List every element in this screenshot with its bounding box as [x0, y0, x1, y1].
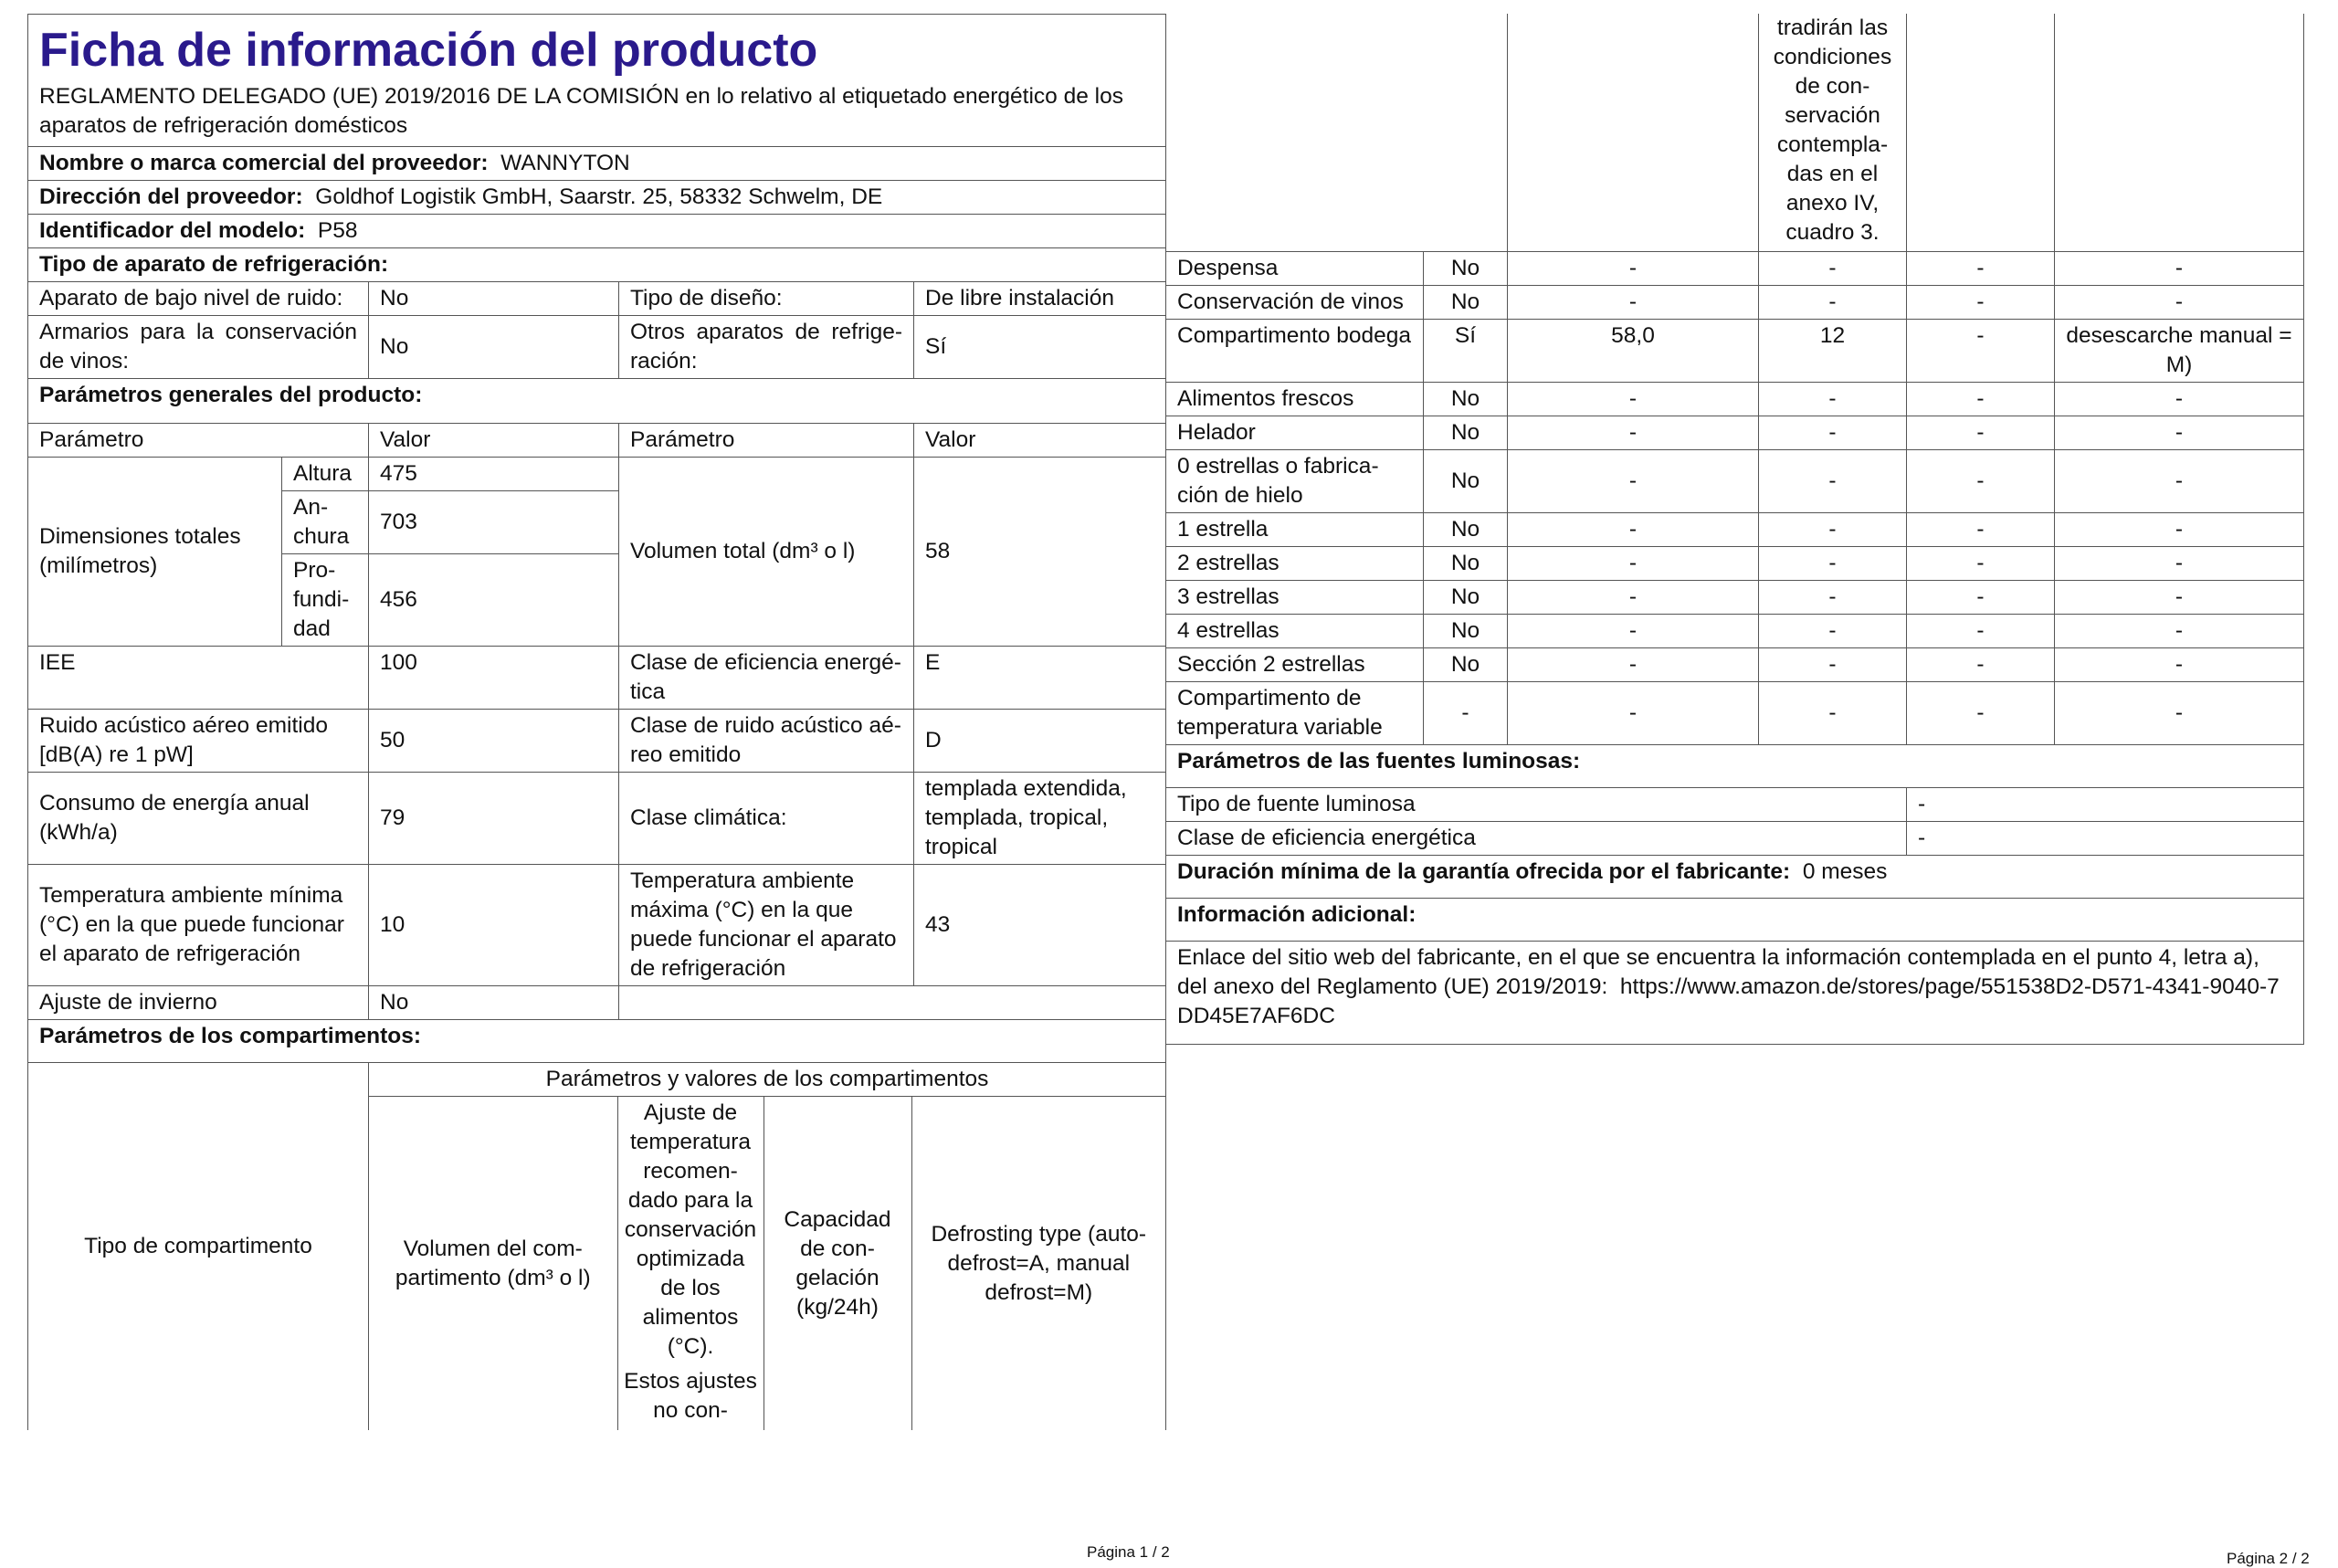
comp-present: No — [1424, 547, 1508, 581]
compartments-table — [1165, 14, 2304, 1045]
comp-defrost: - — [2055, 581, 2304, 615]
compartment-row — [1166, 286, 2304, 320]
comp-defrost: desescarche manual = M) — [2055, 320, 2304, 383]
comp-present: No — [1424, 581, 1508, 615]
comp-freeze: - — [1907, 383, 2055, 416]
comp-name: Compartimento de temperatura variable — [1166, 682, 1424, 745]
col-value-2: Valor — [914, 424, 1166, 458]
winter-value: No — [369, 986, 619, 1020]
empty-cell — [619, 986, 1166, 1020]
winter-label: Ajuste de invierno — [28, 986, 369, 1020]
noise-value: 50 — [369, 710, 619, 773]
comp-freeze: - — [1907, 615, 2055, 648]
comp-name: 1 estrella — [1166, 513, 1424, 547]
volume-value: 58 — [914, 458, 1166, 647]
comp-defrost: - — [2055, 615, 2304, 648]
comp-defrost: - — [2055, 416, 2304, 450]
warranty-row — [1166, 856, 2304, 899]
comp-volume: - — [1508, 252, 1759, 286]
comp-defrost: - — [2055, 648, 2304, 682]
comp-volume: - — [1508, 648, 1759, 682]
energy-label: Consumo de energía anual (kWh/a) — [28, 773, 369, 865]
other-label: Otros aparatos de refrigeración: — [619, 316, 914, 379]
comp-freeze: - — [1907, 286, 2055, 320]
warranty-value: 0 meses — [1802, 859, 1888, 884]
comp-heading: Parámetros de los compartimentos: — [28, 1020, 1166, 1063]
eff-value: E — [914, 647, 1166, 710]
page-title: Ficha de información del producto — [28, 15, 1166, 81]
min-temp-value: 10 — [369, 865, 619, 986]
light-class-label: Clase de eficiencia energética — [1166, 822, 1907, 856]
comp-freeze: - — [1907, 450, 2055, 513]
noise-class-value: D — [914, 710, 1166, 773]
comp-freeze: - — [1907, 252, 2055, 286]
height-value: 475 — [369, 458, 619, 491]
comp-name: Conservación de vinos — [1166, 286, 1424, 320]
info-text: Enlace del sitio web del fabricante, en el que se encuentra la información contemplada en el punto 4, letra a), del anexo del Reglamento (UE) 2019/2019: — [1177, 945, 2259, 999]
comp-temp: - — [1759, 450, 1907, 513]
low-noise-label: Aparato de bajo nivel de ruido: — [28, 282, 369, 316]
noise-class-label: Clase de ruido acústico aéreo emitido — [619, 710, 914, 773]
wine-value: No — [369, 316, 619, 379]
compartment-row — [1166, 615, 2304, 648]
info-row — [1166, 942, 2304, 1045]
comp-volume: - — [1508, 547, 1759, 581]
comp-freeze: - — [1907, 547, 2055, 581]
comp-freeze: - — [1907, 416, 2055, 450]
comp-defrost: - — [2055, 450, 2304, 513]
comp-present: No — [1424, 416, 1508, 450]
comp-temp: - — [1759, 547, 1907, 581]
compartment-row — [1166, 320, 2304, 383]
width-label: Anchura — [282, 491, 369, 554]
cont-empty-4 — [2055, 14, 2304, 252]
light-class-value: - — [1907, 822, 2304, 856]
comp-defrost: - — [2055, 252, 2304, 286]
compartment-row — [1166, 416, 2304, 450]
comp-freeze: - — [1907, 320, 2055, 383]
model-value: P58 — [317, 218, 358, 243]
comp-defrost: - — [2055, 513, 2304, 547]
comp-headers-table — [369, 1097, 1165, 1430]
energy-value: 79 — [369, 773, 619, 865]
comp-present: No — [1424, 450, 1508, 513]
comp-params-header: Parámetros y valores de los compartimentos — [369, 1063, 1166, 1097]
design-label: Tipo de diseño: — [619, 282, 914, 316]
comp-temp: - — [1759, 581, 1907, 615]
page-1-footer: Página 1 / 2 — [1087, 1543, 1170, 1561]
dims-label: Dimensiones totales (milímetros) — [28, 458, 282, 647]
type-heading: Tipo de aparato de refrigeración: — [28, 248, 1166, 282]
page-2 — [1165, 14, 2304, 1045]
comp-temp: - — [1759, 383, 1907, 416]
compartment-row — [1166, 547, 2304, 581]
col-param-1: Parámetro — [28, 424, 369, 458]
comp-freeze: - — [1907, 682, 2055, 745]
comp-temp: - — [1759, 286, 1907, 320]
comp-name: Despensa — [1166, 252, 1424, 286]
compartment-row — [1166, 648, 2304, 682]
noise-label: Ruido acústico aéreo emitido [dB(A) re 1 pW] — [28, 710, 369, 773]
comp-volume: - — [1508, 682, 1759, 745]
comp-name: Sección 2 estrellas — [1166, 648, 1424, 682]
comp-freeze: - — [1907, 581, 2055, 615]
comp-name: 2 estrellas — [1166, 547, 1424, 581]
climate-label: Clase climática: — [619, 773, 914, 865]
comp-present: No — [1424, 513, 1508, 547]
regulation-text: REGLAMENTO DELEGADO (UE) 2019/2016 DE LA COMISIÓN en lo relativo al etiquetado energético de los aparatos de refrigeración domésticos — [28, 80, 1166, 147]
supplier-label: Nombre o marca comercial del proveedor: — [39, 151, 489, 175]
col-value-1: Valor — [369, 424, 619, 458]
compartment-row — [1166, 513, 2304, 547]
comp-temp-header-cell — [617, 1097, 764, 1430]
comp-temp-header-cont: Estos ajustes no con- — [624, 1369, 757, 1423]
comp-volume: - — [1508, 383, 1759, 416]
comp-volume: - — [1508, 581, 1759, 615]
compartment-row — [1166, 252, 2304, 286]
comp-freeze-header: Capacidad de congelación (kg/24h) — [764, 1097, 911, 1430]
volume-label: Volumen total (dm³ o l) — [619, 458, 914, 647]
light-type-label: Tipo de fuente luminosa — [1166, 788, 1907, 822]
info-heading: Información adicional: — [1166, 899, 2304, 942]
comp-present: - — [1424, 682, 1508, 745]
min-temp-label: Temperatura ambiente mínima (°C) en la que puede funcionar el aparato de refrigeración — [28, 865, 369, 986]
comp-temp: - — [1759, 615, 1907, 648]
max-temp-value: 43 — [914, 865, 1166, 986]
comp-name: Helador — [1166, 416, 1424, 450]
climate-value: templada extendida, templada, tropical, tropical — [914, 773, 1166, 865]
max-temp-label: Temperatura ambiente máxima (°C) en la que puede funcionar el aparato de refrigeración — [619, 865, 914, 986]
comp-name: 0 estrellas o fabricación de hielo — [1166, 450, 1424, 513]
col-param-2: Parámetro — [619, 424, 914, 458]
comp-name: Compartimento bodega — [1166, 320, 1424, 383]
comp-defrost: - — [2055, 547, 2304, 581]
product-info-table — [27, 14, 1166, 1430]
comp-temp: - — [1759, 252, 1907, 286]
comp-present: Sí — [1424, 320, 1508, 383]
comp-freeze: - — [1907, 513, 2055, 547]
comp-volume: - — [1508, 450, 1759, 513]
depth-value: 456 — [369, 554, 619, 647]
compartment-row — [1166, 450, 2304, 513]
model-label: Identificador del modelo: — [39, 218, 306, 243]
address-label: Dirección del proveedor: — [39, 184, 303, 209]
iee-value: 100 — [369, 647, 619, 710]
comp-defrost-header: Defrosting type (auto-defrost=A, manual defrost=M) — [911, 1097, 1165, 1430]
comp-present: No — [1424, 648, 1508, 682]
comp-headers-group — [369, 1097, 1166, 1431]
depth-label: Profundidad — [282, 554, 369, 647]
general-heading: Parámetros generales del producto: — [28, 379, 1166, 424]
supplier-value: WANNYTON — [500, 151, 630, 175]
other-value: Sí — [914, 316, 1166, 379]
cont-empty-2 — [1508, 14, 1759, 252]
comp-temp: - — [1759, 648, 1907, 682]
comp-temp: - — [1759, 513, 1907, 547]
comp-present: No — [1424, 615, 1508, 648]
info-url[interactable]: https://www.amazon.de/stores/page/551538D2-D571-4341-9040-7DD45E7AF6DC — [1177, 974, 2280, 1028]
comp-temp: - — [1759, 682, 1907, 745]
comp-temp-header: Ajuste de temperatura recomendado para la conservación optimizada de los alimentos (°C). — [624, 1100, 757, 1359]
cont-text: tradirán las condiciones de conservación contempladas en el anexo IV, cuadro 3. — [1759, 14, 1907, 252]
iee-label: IEE — [28, 647, 369, 710]
width-value: 703 — [369, 491, 619, 554]
low-noise-value: No — [369, 282, 619, 316]
cont-empty-3 — [1907, 14, 2055, 252]
comp-volume: - — [1508, 513, 1759, 547]
page-1 — [27, 14, 1166, 1430]
light-heading: Parámetros de las fuentes luminosas: — [1166, 745, 2304, 788]
comp-volume: - — [1508, 286, 1759, 320]
warranty-label: Duración mínima de la garantía ofrecida por el fabricante: — [1177, 859, 1791, 884]
comp-freeze: - — [1907, 648, 2055, 682]
address-row — [28, 181, 1166, 215]
supplier-row — [28, 147, 1166, 181]
comp-volume: - — [1508, 416, 1759, 450]
comp-name: 3 estrellas — [1166, 581, 1424, 615]
comp-name: Alimentos frescos — [1166, 383, 1424, 416]
comp-present: No — [1424, 252, 1508, 286]
comp-volume-header: Volumen del compartimento (dm³ o l) — [369, 1097, 617, 1430]
comp-present: No — [1424, 383, 1508, 416]
comp-volume: - — [1508, 615, 1759, 648]
compartment-row — [1166, 682, 2304, 745]
design-value: De libre instalación — [914, 282, 1166, 316]
address-value: Goldhof Logistik GmbH, Saarstr. 25, 58332 Schwelm, DE — [315, 184, 883, 209]
comp-temp: - — [1759, 416, 1907, 450]
comp-defrost: - — [2055, 286, 2304, 320]
compartment-rows — [1166, 252, 2304, 745]
comp-defrost: - — [2055, 682, 2304, 745]
eff-label: Clase de eficiencia energética — [619, 647, 914, 710]
compartment-row — [1166, 581, 2304, 615]
height-label: Altura — [282, 458, 369, 491]
comp-present: No — [1424, 286, 1508, 320]
compartment-row — [1166, 383, 2304, 416]
light-type-value: - — [1907, 788, 2304, 822]
comp-volume: 58,0 — [1508, 320, 1759, 383]
comp-defrost: - — [2055, 383, 2304, 416]
page-2-footer: Página 2 / 2 — [2227, 1550, 2310, 1567]
model-row — [28, 215, 1166, 248]
wine-label: Armarios para la conservación de vinos: — [28, 316, 369, 379]
comp-temp: 12 — [1759, 320, 1907, 383]
comp-type-header: Tipo de compartimento — [28, 1063, 369, 1431]
cont-empty-1 — [1166, 14, 1508, 252]
comp-name: 4 estrellas — [1166, 615, 1424, 648]
